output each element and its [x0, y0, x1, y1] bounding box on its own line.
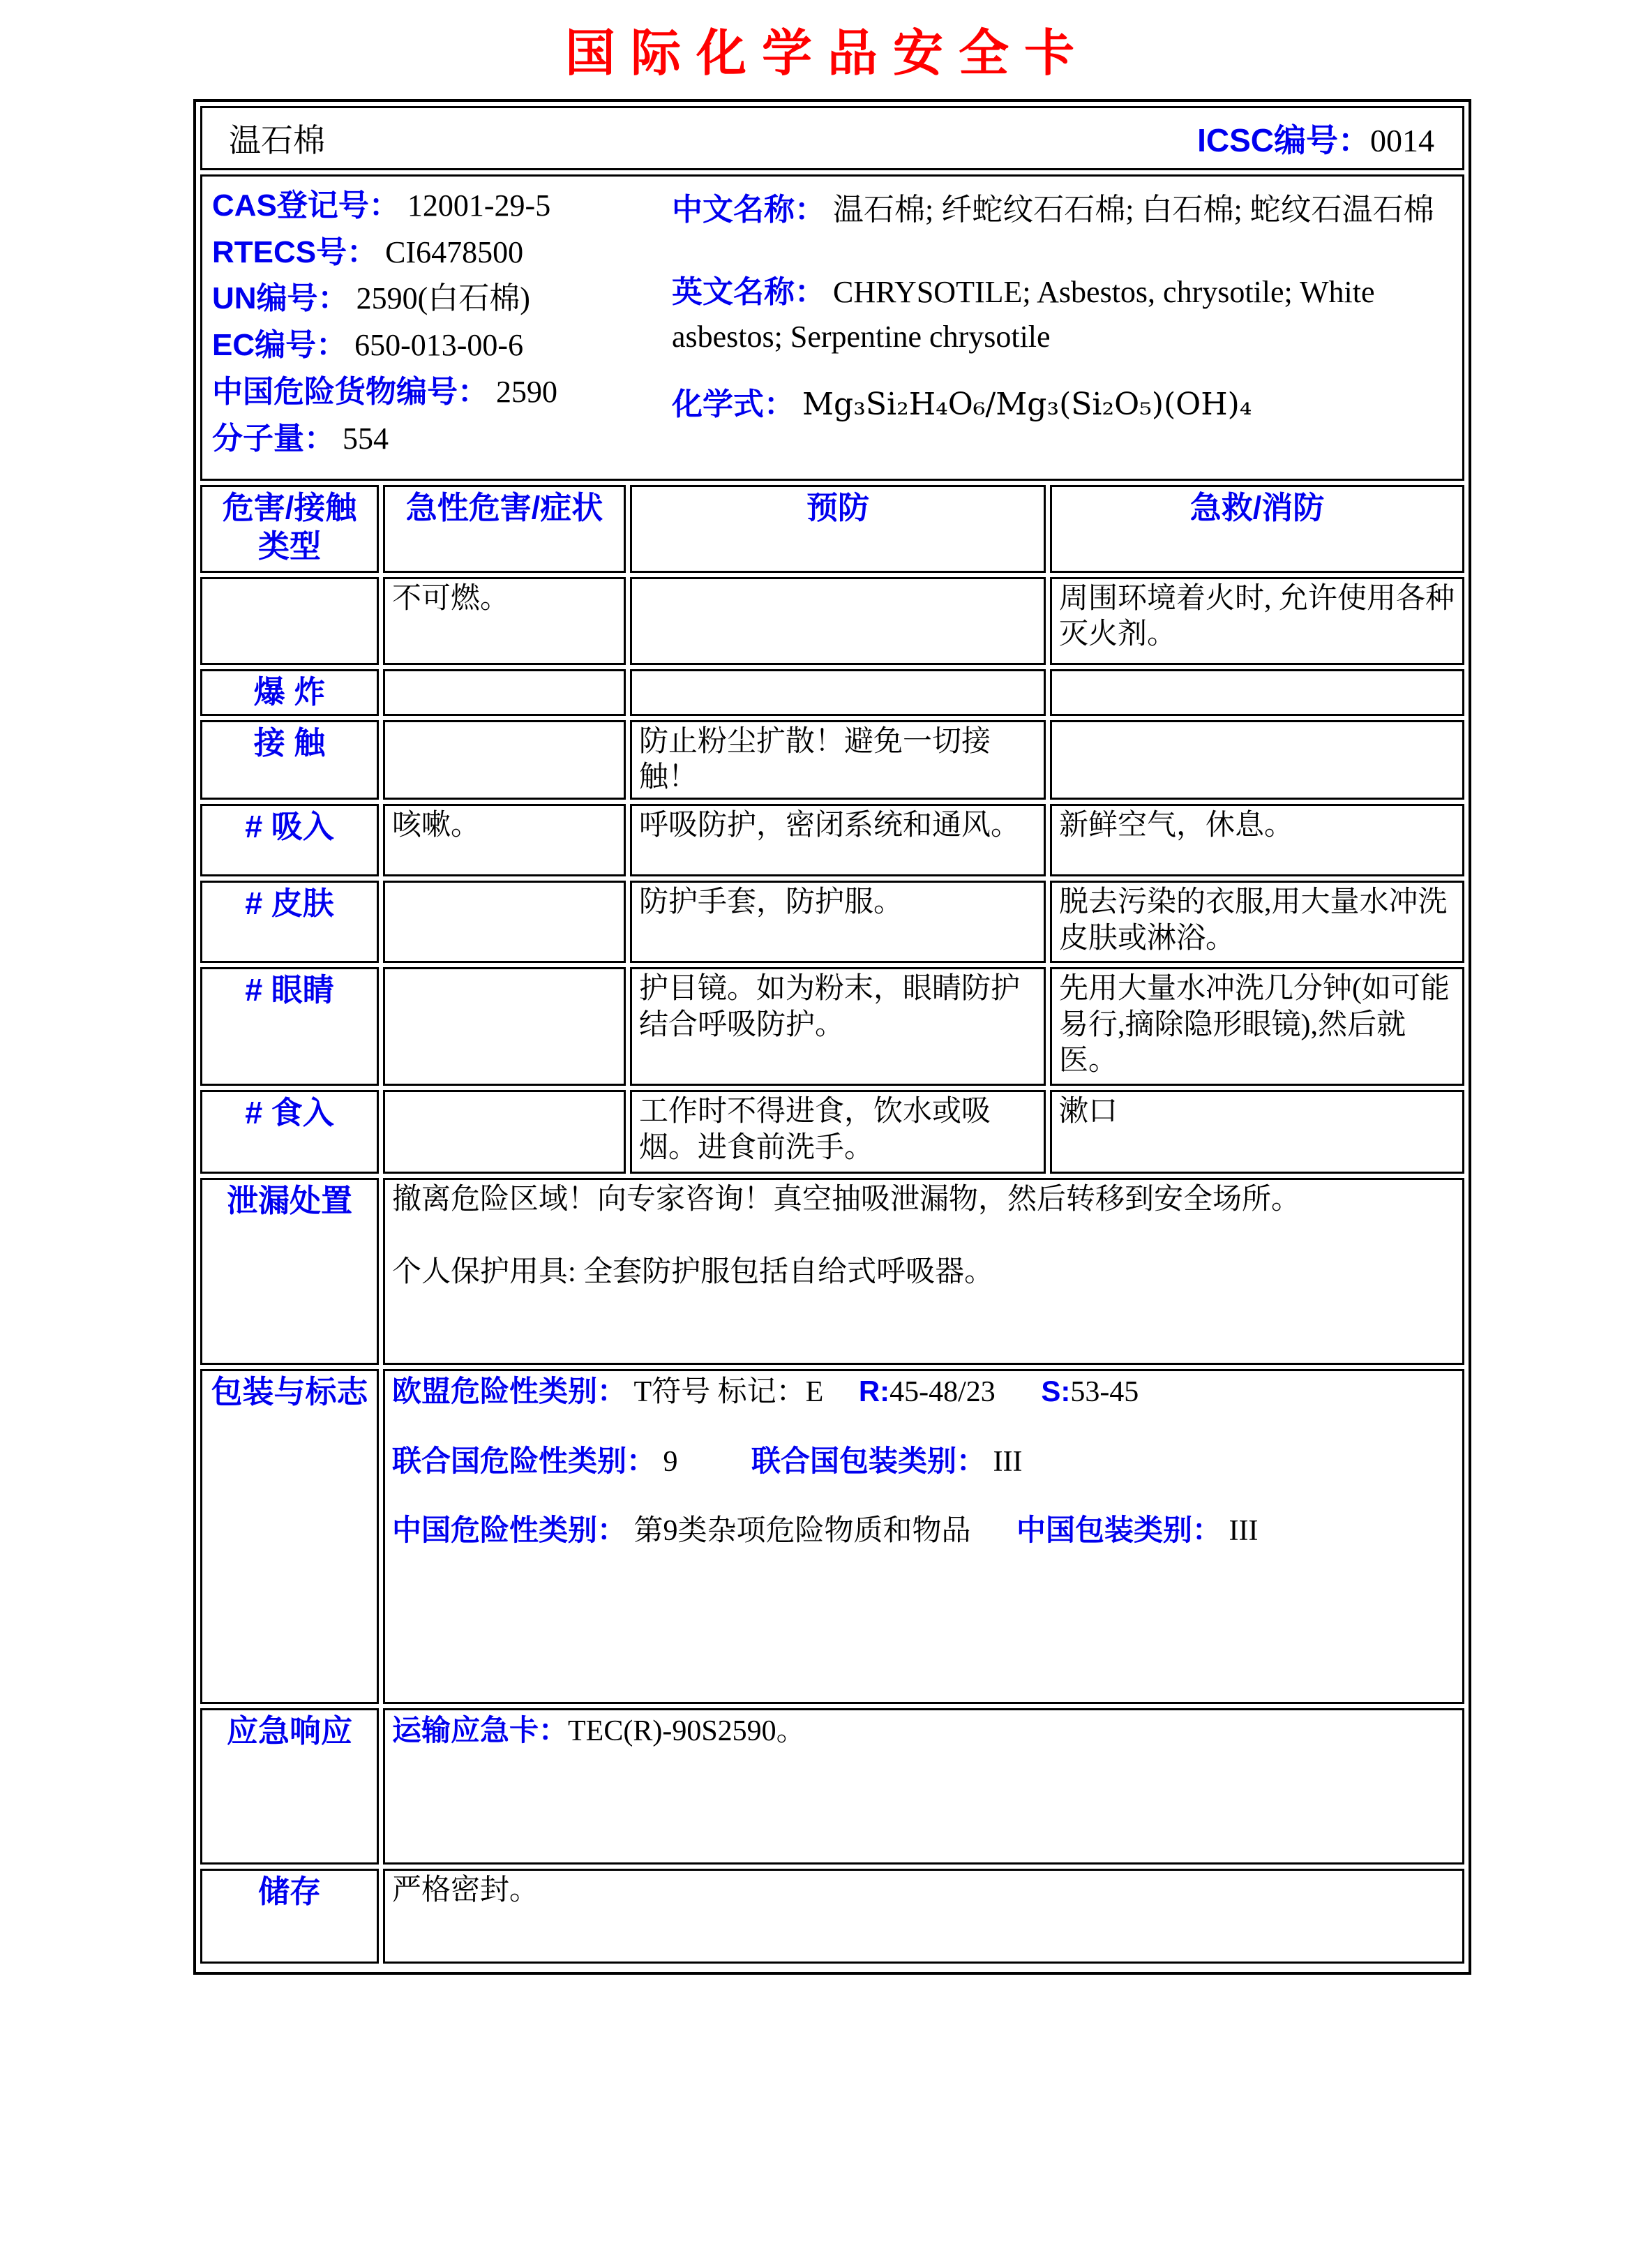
cn-packing-group-label: 中国包装类别：: [1016, 1513, 1222, 1546]
transport-card-label: 运输应急卡：: [392, 1714, 569, 1747]
cn-packing-group-value: III: [1229, 1514, 1259, 1547]
hazard-row-exposure: [200, 720, 1464, 800]
packaging-content: [383, 1369, 1464, 1704]
hazard-row-skin: [200, 881, 1464, 963]
row-label-skin: # 皮肤: [200, 881, 379, 963]
col-header-symptoms: 急性危害/症状: [383, 485, 626, 573]
row-label-packaging: 包装与标志: [200, 1369, 379, 1704]
emergency-content: [383, 1708, 1464, 1865]
emergency-response-row: [200, 1708, 1464, 1865]
inhalation-firstaid: 新鲜空气，休息。: [1050, 804, 1464, 876]
registry-numbers: [212, 188, 669, 468]
col-header-firstaid: 急救/消防: [1050, 485, 1464, 573]
storage-content: 严格密封。: [383, 1869, 1464, 1964]
chemical-formula: 化学式： Mg₃Si₂H₄O₆/Mg₃(Si₂O₅)(OH)₄: [672, 386, 1252, 422]
card-header: [200, 106, 1464, 170]
un-number: UN编号： 2590(白石棉): [212, 281, 530, 316]
row-label-emergency: 应急响应: [200, 1708, 379, 1865]
hazard-row-fire: [200, 577, 1464, 665]
ingestion-firstaid: 漱口: [1050, 1090, 1464, 1174]
hazard-row-inhalation: [200, 804, 1464, 876]
cn-hazard-class-value: 第9类杂项危险物质和物品: [633, 1514, 971, 1547]
page-title: 国际化学品安全卡: [564, 26, 1090, 82]
icsc-number-value: 0014: [1370, 122, 1434, 158]
transport-card-value: TEC(R)-90S2590。: [568, 1715, 806, 1748]
eu-hazard-class-label: 欧盟危险性类别：: [392, 1375, 627, 1408]
eu-hazard-class-value: T符号 标记：E: [633, 1376, 824, 1409]
hazard-row-explosion: [200, 669, 1464, 716]
hazard-row-ingestion: [200, 1090, 1464, 1174]
explosion-symptoms: [383, 669, 626, 716]
identification-section: [200, 174, 1464, 481]
icsc-number: [1197, 115, 1434, 161]
inhalation-prevention: 呼吸防护，密闭系统和通风。: [630, 804, 1046, 876]
skin-prevention: 防护手套，防护服。: [630, 881, 1046, 963]
hazard-row-eyes: [200, 967, 1464, 1086]
row-label-inhalation: # 吸入: [200, 804, 379, 876]
s-phrase-label: S:: [1041, 1375, 1071, 1408]
exposure-symptoms: [383, 720, 626, 800]
english-name: 英文名称： CHRYSOTILE; Asbestos, chrysotile; White asbestos; Serpentine chrysotile: [672, 275, 1375, 354]
icsc-card: [193, 99, 1471, 1975]
row-label-eyes: # 眼睛: [200, 967, 379, 1086]
r-phrase-value: 45-48/23: [889, 1376, 996, 1409]
storage-row: [200, 1869, 1464, 1964]
spill-line-2: 个人保护用具: 全套防护服包括自给式呼吸器。: [392, 1255, 994, 1288]
fire-firstaid: 周围环境着火时, 允许使用各种灭火剂。: [1050, 577, 1464, 665]
un-hazard-class-line: [392, 1443, 1455, 1480]
skin-firstaid: 脱去污染的衣服,用大量水冲洗皮肤或淋浴。: [1050, 881, 1464, 963]
r-phrase-label: R:: [858, 1375, 890, 1408]
spill-line-1: 撤离危险区域！向专家咨询！真空抽吸泄漏物，然后转移到安全场所。: [392, 1183, 1301, 1216]
row-label-spill: 泄漏处置: [200, 1178, 379, 1365]
fire-symptoms: 不可燃。: [383, 577, 626, 665]
chinese-name: 中文名称： 温石棉; 纤蛇纹石石棉; 白石棉; 蛇纹石温石棉: [672, 192, 1434, 227]
exposure-firstaid: [1050, 720, 1464, 800]
icsc-number-label: ICSC编号：: [1197, 121, 1370, 158]
un-packing-group-label: 联合国包装类别：: [751, 1444, 986, 1477]
spill-disposal-row: [200, 1178, 1464, 1365]
rtecs-number: RTECS号： CI6478500: [212, 234, 524, 269]
row-label-explosion: 爆 炸: [200, 669, 379, 716]
eyes-symptoms: [383, 967, 626, 1086]
exposure-prevention: 防止粉尘扩散！避免一切接触！: [630, 720, 1046, 800]
cn-hazard-class-label: 中国危险性类别：: [392, 1513, 627, 1546]
hazard-table-header-row: [200, 485, 1464, 573]
ingestion-prevention: 工作时不得进食，饮水或吸烟。进食前洗手。: [630, 1090, 1046, 1174]
cas-number: CAS登记号： 12001-29-5: [212, 188, 551, 223]
row-label-fire: [200, 577, 379, 665]
col-header-hazard-type: 危害/接触类型: [200, 485, 379, 573]
spill-content: [383, 1178, 1464, 1365]
explosion-firstaid: [1050, 669, 1464, 716]
eyes-prevention: 护目镜。如为粉末，眼睛防护结合呼吸防护。: [630, 967, 1046, 1086]
packaging-labelling-row: [200, 1369, 1464, 1704]
names-block: [669, 188, 1450, 468]
hazard-table: [196, 481, 1469, 1968]
cn-hazard-class-line: [392, 1512, 1455, 1549]
china-dg-number: 中国危险货物编号： 2590: [212, 375, 557, 410]
un-hazard-class-value: 9: [663, 1445, 678, 1478]
skin-symptoms: [383, 881, 626, 963]
row-label-storage: 储存: [200, 1869, 379, 1964]
ec-number: EC编号： 650-013-00-6: [212, 328, 524, 363]
un-packing-group-value: III: [993, 1445, 1023, 1478]
un-hazard-class-label: 联合国危险性类别：: [392, 1444, 656, 1477]
ingestion-symptoms: [383, 1090, 626, 1174]
explosion-prevention: [630, 669, 1046, 716]
substance-name: 温石棉: [229, 122, 325, 158]
eyes-firstaid: 先用大量水冲洗几分钟(如可能易行,摘除隐形眼镜),然后就医。: [1050, 967, 1464, 1086]
inhalation-symptoms: 咳嗽。: [383, 804, 626, 876]
fire-prevention: [630, 577, 1046, 665]
s-phrase-value: 53-45: [1070, 1376, 1139, 1409]
row-label-exposure: 接 触: [200, 720, 379, 800]
col-header-prevention: 预防: [630, 485, 1046, 573]
molecular-weight: 分子量： 554: [212, 421, 389, 456]
eu-hazard-class-line: [392, 1373, 1455, 1410]
row-label-ingestion: # 食入: [200, 1090, 379, 1174]
